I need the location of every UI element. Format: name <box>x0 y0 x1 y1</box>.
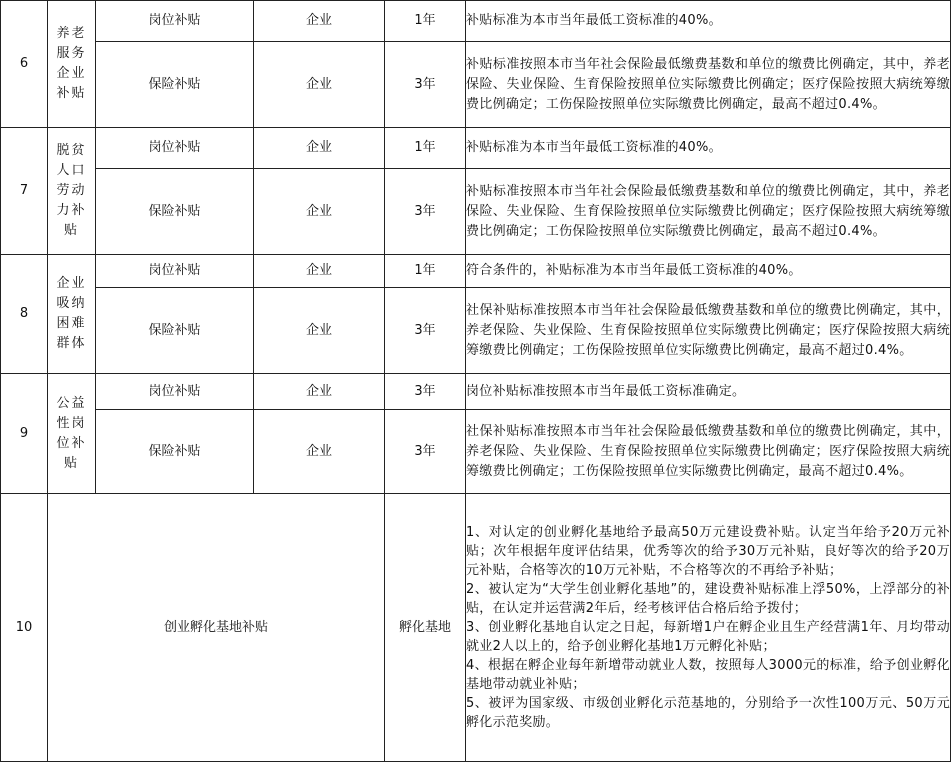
item-target: 企业 <box>254 255 385 288</box>
item-target: 企业 <box>254 288 385 374</box>
item-target: 企业 <box>254 169 385 255</box>
table-row <box>1 494 951 762</box>
table-row <box>1 288 951 374</box>
category-cell <box>48 255 96 374</box>
category-cell <box>48 128 96 255</box>
item-duration: 3年 <box>385 410 466 494</box>
category-label: 公益性岗位补贴 <box>56 395 87 471</box>
item-name: 保险补贴 <box>96 288 254 374</box>
item-duration: 1年 <box>385 255 466 288</box>
row-number: 9 <box>1 374 48 494</box>
item-description: 社保补贴标准按照本市当年社会保险最低缴费基数和单位的缴费比例确定，其中，养老保险、失业保险、生育保险按照单位实际缴费比例确定；医疗保险按照大病统筹缴费比例确定；工伤保险按照单位实际缴费比例确定，最高不超过0.4%。 <box>466 410 951 494</box>
category-label: 养老服务企业补贴 <box>56 26 87 101</box>
table-row <box>1 255 951 288</box>
item-description: 补贴标准按照本市当年社会保险最低缴费基数和单位的缴费比例确定，其中，养老保险、失业保险、生育保险按照单位实际缴费比例确定；医疗保险按照大病统筹缴费比例确定；工伤保险按照单位实际缴费比例确定，最高不超过0.4%。 <box>466 169 951 255</box>
item-name: 岗位补贴 <box>96 128 254 169</box>
item-target: 企业 <box>254 42 385 128</box>
description-line: 1、对认定的创业孵化基地给予最高50万元建设费补贴。认定当年给予20万元补贴；次年根据年度评估结果，优秀等次的给予30万元补贴，良好等次的给予20万元补贴，合格等次的10万元补贴，不合格等次的不再给予补贴； <box>466 525 950 578</box>
item-description: 符合条件的，补贴标准为本市当年最低工资标准的40%。 <box>466 255 951 288</box>
item-description: 社保补贴标准按照本市当年社会保险最低缴费基数和单位的缴费比例确定，其中，养老保险、失业保险、生育保险按照单位实际缴费比例确定；医疗保险按照大病统筹缴费比例确定；工伤保险按照单位实际缴费比例确定，最高不超过0.4%。 <box>466 288 951 374</box>
table-row <box>1 128 951 169</box>
item-target: 企业 <box>254 410 385 494</box>
category-cell <box>48 1 96 128</box>
category-cell <box>48 374 96 494</box>
item-target: 孵化基地 <box>385 494 466 762</box>
row-number: 10 <box>1 494 48 762</box>
description-line: 5、被评为国家级、市级创业孵化示范基地的，分别给予一次性100万元、50万元孵化示范奖励。 <box>466 696 950 730</box>
item-description: 补贴标准按照本市当年社会保险最低缴费基数和单位的缴费比例确定，其中，养老保险、失业保险、生育保险按照单位实际缴费比例确定；医疗保险按照大病统筹缴费比例确定；工伤保险按照单位实际缴费比例确定，最高不超过0.4%。 <box>466 42 951 128</box>
row-number: 8 <box>1 255 48 374</box>
description-line: 2、被认定为“大学生创业孵化基地”的，建设费补贴标准上浮50%，上浮部分的补贴，在认定并运营满2年后，经考核评估合格后给予拨付； <box>466 582 950 616</box>
table-row <box>1 374 951 410</box>
item-target: 企业 <box>254 374 385 410</box>
item-description <box>466 494 951 762</box>
item-name: 保险补贴 <box>96 169 254 255</box>
table-row <box>1 169 951 255</box>
item-name: 岗位补贴 <box>96 1 254 42</box>
description-line: 4、根据在孵企业每年新增带动就业人数，按照每人3000元的标准，给予创业孵化基地带动就业补贴； <box>466 658 950 692</box>
item-description: 岗位补贴标准按照本市当年最低工资标准确定。 <box>466 374 951 410</box>
item-name: 岗位补贴 <box>96 255 254 288</box>
item-target: 企业 <box>254 1 385 42</box>
item-duration: 3年 <box>385 42 466 128</box>
item-duration: 3年 <box>385 374 466 410</box>
item-target: 企业 <box>254 128 385 169</box>
item-name: 创业孵化基地补贴 <box>48 494 385 762</box>
description-line: 3、创业孵化基地自认定之日起，每新增1户在孵企业且生产经营满1年、月均带动就业2人以上的，给予创业孵化基地1万元孵化补贴； <box>466 620 950 654</box>
item-duration: 3年 <box>385 169 466 255</box>
category-label: 企业吸纳困难群体 <box>56 276 87 351</box>
row-number: 7 <box>1 128 48 255</box>
row-number: 6 <box>1 1 48 128</box>
item-duration: 1年 <box>385 1 466 42</box>
item-duration: 1年 <box>385 128 466 169</box>
item-description: 补贴标准为本市当年最低工资标准的40%。 <box>466 128 951 169</box>
item-name: 岗位补贴 <box>96 374 254 410</box>
item-name: 保险补贴 <box>96 410 254 494</box>
table-row <box>1 42 951 128</box>
table-row <box>1 410 951 494</box>
item-name: 保险补贴 <box>96 42 254 128</box>
item-description: 补贴标准为本市当年最低工资标准的40%。 <box>466 1 951 42</box>
table-row <box>1 1 951 42</box>
category-label: 脱贫人口劳动力补贴 <box>56 143 87 238</box>
item-duration: 3年 <box>385 288 466 374</box>
